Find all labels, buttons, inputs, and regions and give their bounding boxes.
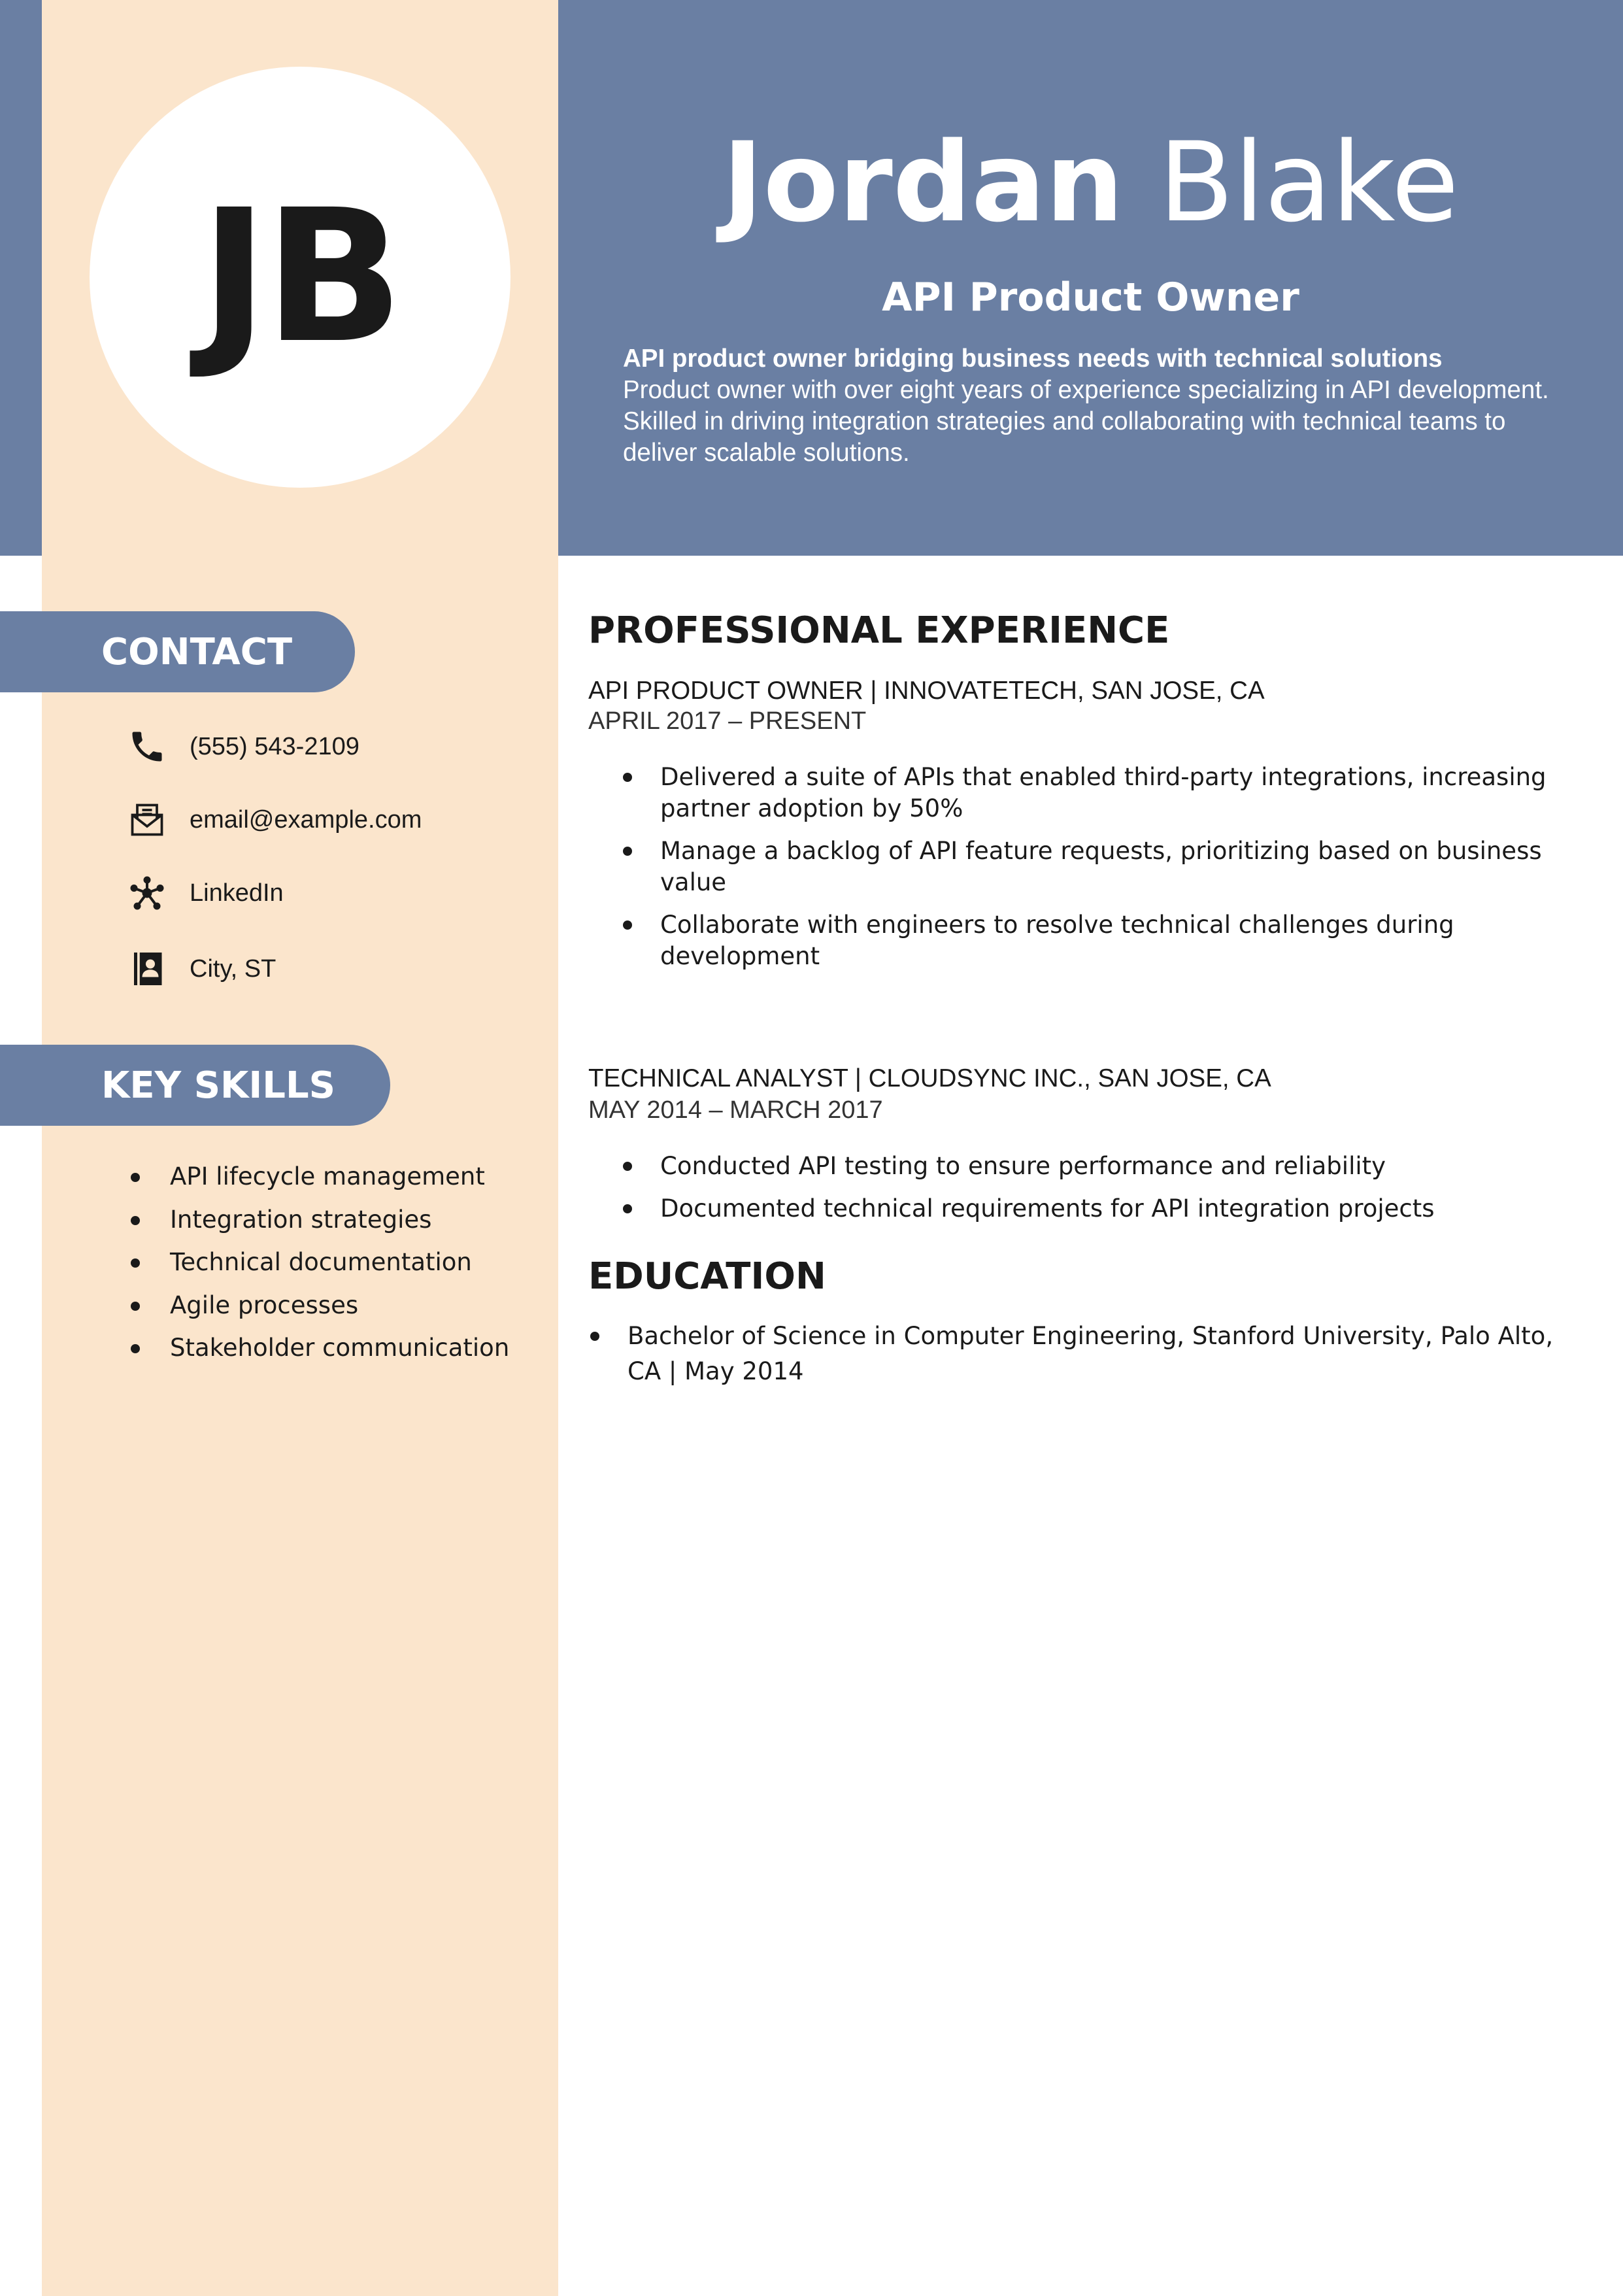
- full-name: [558, 118, 1623, 246]
- job-title-headline: API Product Owner: [882, 275, 1299, 320]
- contact-phone: [124, 724, 360, 769]
- summary: [623, 343, 1584, 469]
- address-book-icon: [124, 946, 170, 992]
- header-band-left: [0, 0, 42, 556]
- skill-item: Technical documentation: [131, 1243, 509, 1286]
- skill-item: API lifecycle management: [131, 1157, 509, 1200]
- summary-text: Product owner with over eight years of experience specializing in API development. Skilled in driving integration strategies and collaborating with technical teams to deliver scalable solutions.: [623, 376, 1549, 467]
- phone-icon: [124, 724, 170, 769]
- job-bullet: Collaborate with engineers to resolve technical challenges during development: [588, 909, 1556, 972]
- avatar-initials: JB: [200, 171, 400, 384]
- job-bullet: Documented technical requirements for API integration projects: [588, 1193, 1556, 1224]
- avatar: [90, 67, 510, 488]
- education-item: Bachelor of Science in Computer Engineering, Stanford University, Palo Alto, CA | May 2014: [588, 1319, 1556, 1389]
- location-text: City, ST: [190, 954, 276, 983]
- contact-heading: CONTACT: [0, 611, 355, 692]
- contact-linkedin: [124, 870, 284, 916]
- job-dates: MAY 2014 – MARCH 2017: [588, 1096, 883, 1124]
- job-bullet: Delivered a suite of APIs that enabled third-party integrations, increasing partner adoption by 50%: [588, 762, 1556, 824]
- contact-location: [124, 946, 276, 992]
- skill-item: Integration strategies: [131, 1200, 509, 1243]
- envelope-icon: [124, 797, 170, 843]
- job-title: TECHNICAL ANALYST | CLOUDSYNC INC., SAN JOSE, CA: [588, 1064, 1271, 1092]
- job-title: API PRODUCT OWNER | INNOVATETECH, SAN JOSE, CA: [588, 677, 1265, 705]
- job-bullets: [588, 1151, 1556, 1236]
- email-text[interactable]: email@example.com: [190, 805, 422, 834]
- job-bullet: Conducted API testing to ensure performance and reliability: [588, 1151, 1556, 1182]
- skill-item: Agile processes: [131, 1286, 509, 1329]
- job-bullets: [588, 762, 1556, 983]
- contact-email: [124, 797, 422, 843]
- network-icon: [124, 870, 170, 916]
- skills-heading: KEY SKILLS: [0, 1045, 390, 1126]
- first-name: Jordan: [722, 118, 1124, 246]
- job-dates: APRIL 2017 – PRESENT: [588, 707, 867, 735]
- summary-heading: API product owner bridging business needs with technical solutions: [623, 345, 1443, 373]
- education-list: [588, 1319, 1556, 1389]
- experience-heading: PROFESSIONAL EXPERIENCE: [588, 609, 1170, 652]
- skill-item: Stakeholder communication: [131, 1328, 509, 1372]
- last-name: Blake: [1158, 118, 1459, 246]
- linkedin-text[interactable]: LinkedIn: [190, 879, 284, 907]
- job-bullet: Manage a backlog of API feature requests, prioritizing based on business value: [588, 836, 1556, 898]
- education-heading: EDUCATION: [588, 1255, 826, 1298]
- skills-list: [131, 1157, 509, 1372]
- phone-text[interactable]: (555) 543-2109: [190, 732, 360, 760]
